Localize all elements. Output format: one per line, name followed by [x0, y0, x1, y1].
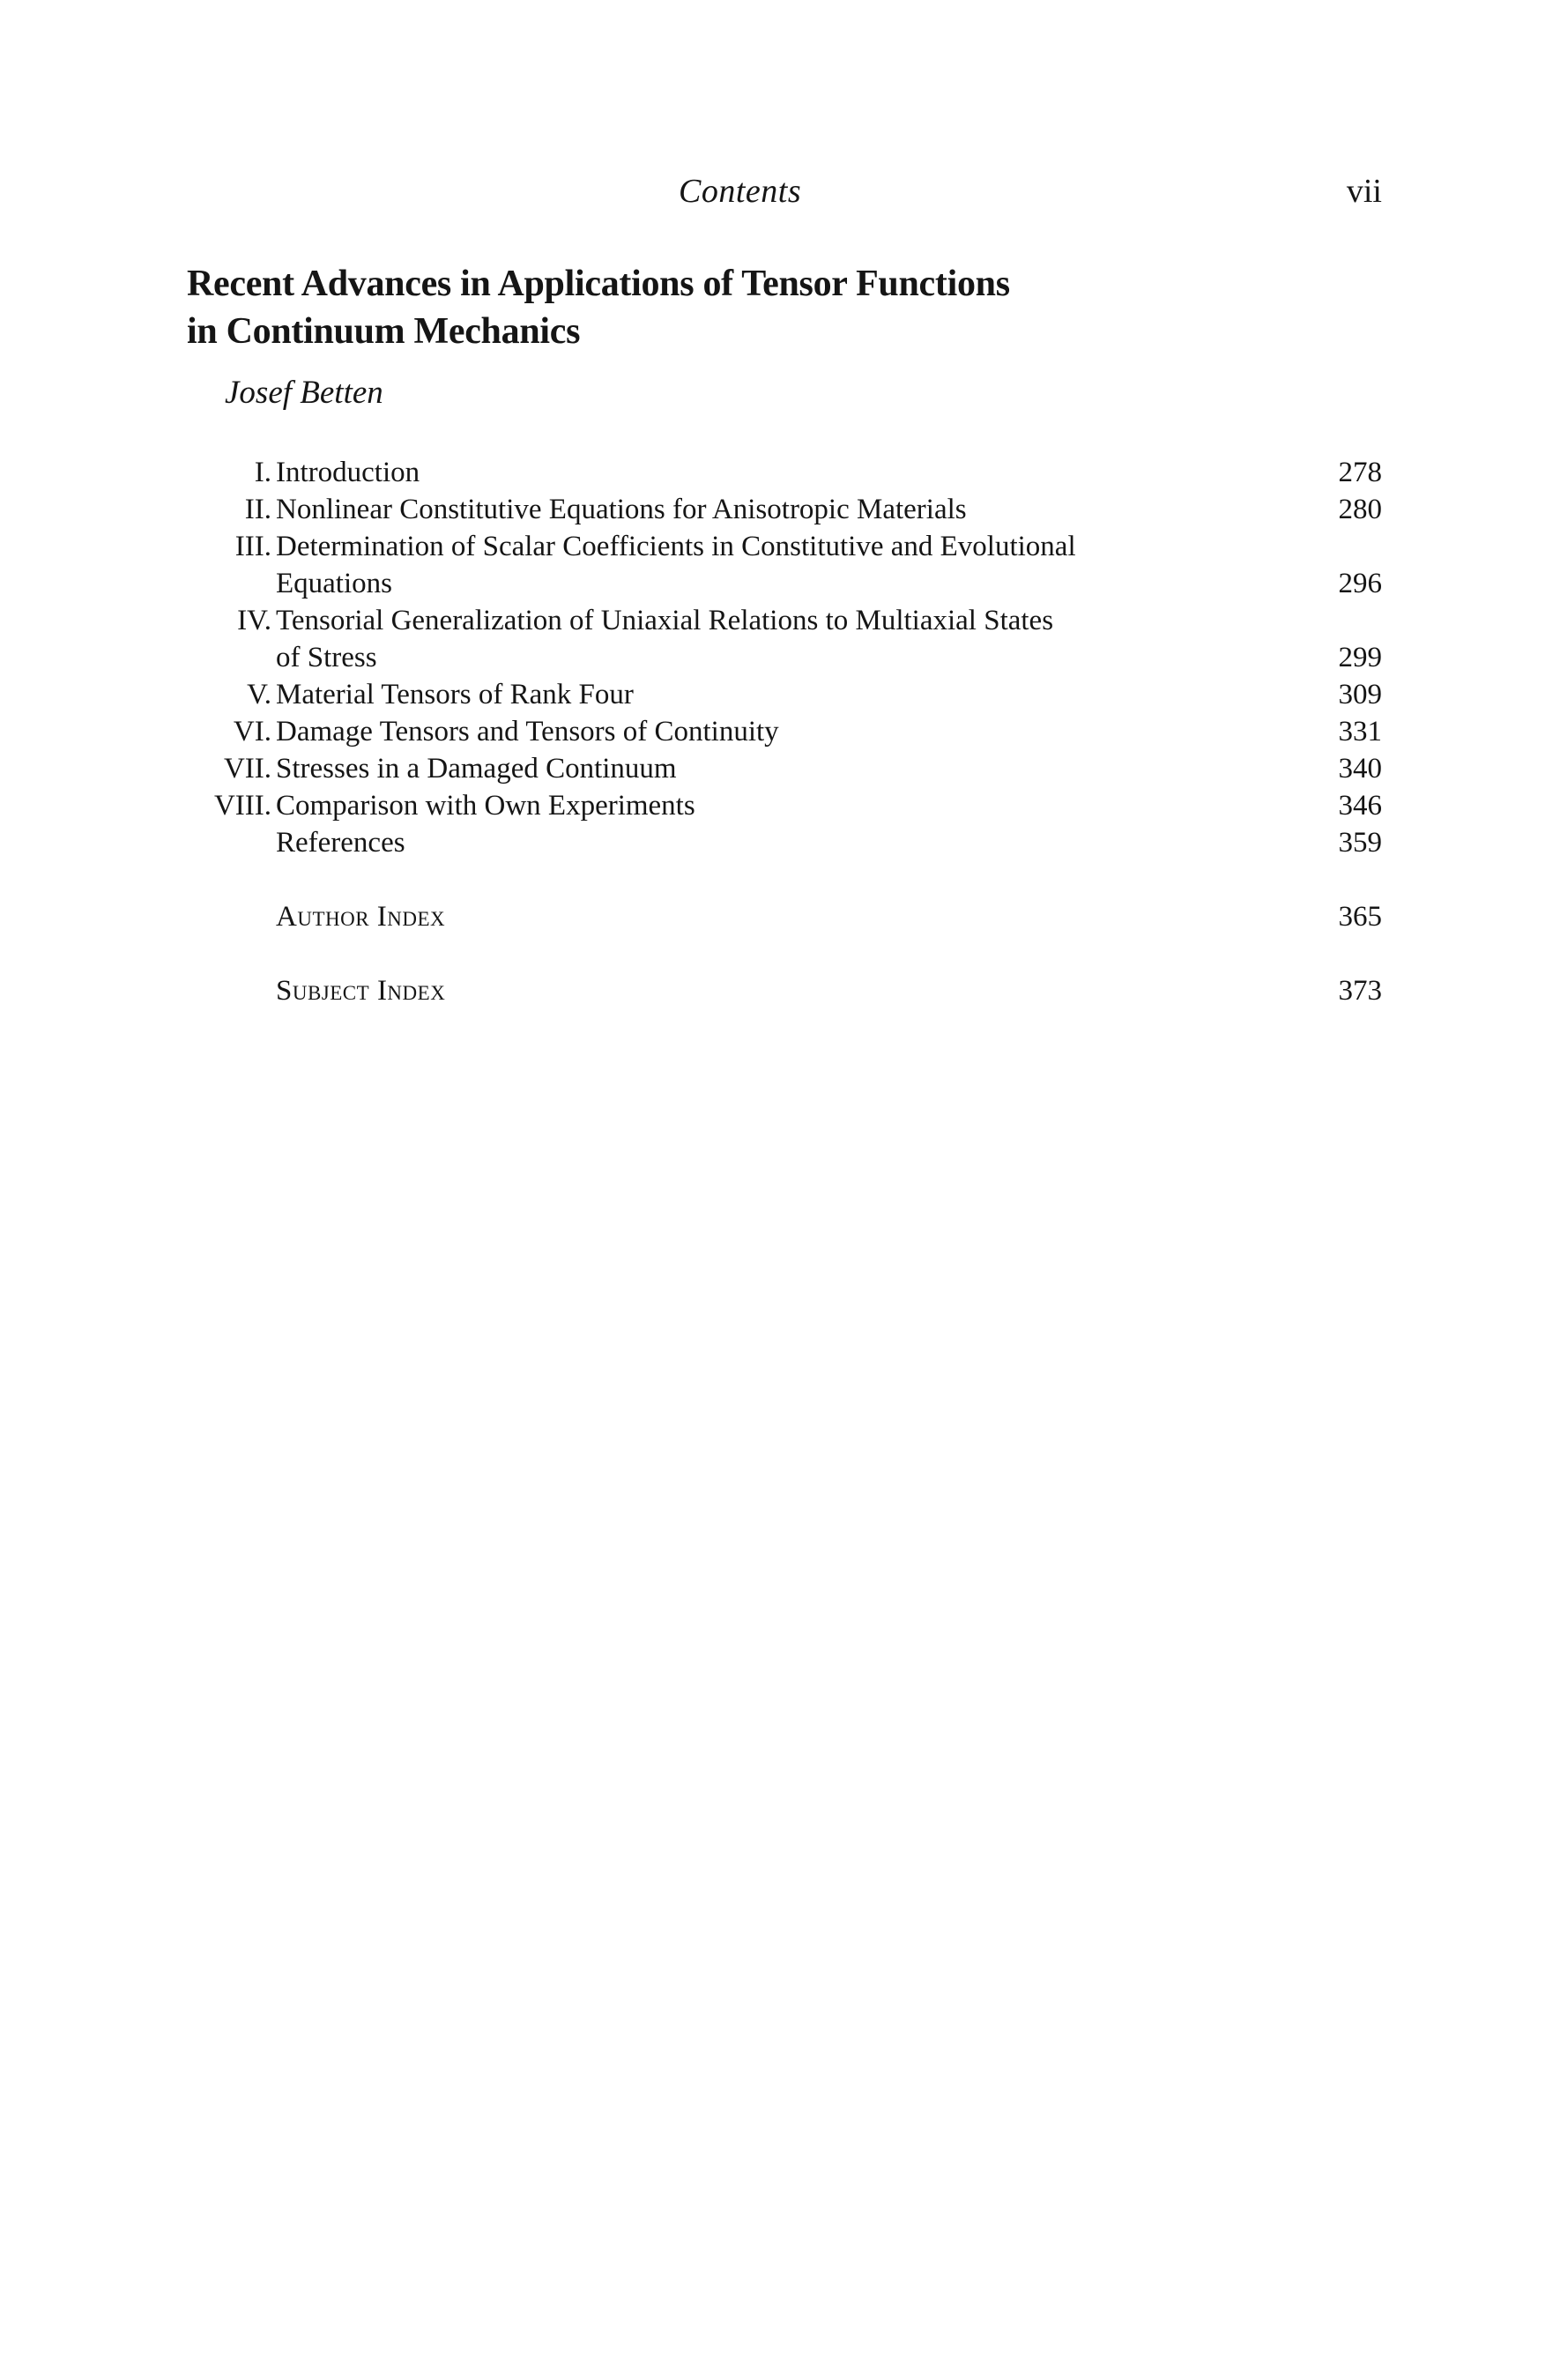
toc-entry-number: II. [244, 494, 271, 525]
toc-entry-number: VII. [223, 753, 271, 785]
index-page: 365 [1338, 901, 1382, 933]
toc-entry-page: 340 [1338, 753, 1382, 785]
toc-entry-nonlinear-constitutive-equations[interactable] [187, 491, 1382, 528]
toc-entry-title: Material Tensors of Rank Four [276, 679, 634, 710]
running-head [0, 172, 1560, 225]
toc-entry-page: 278 [1338, 457, 1382, 488]
toc-entry-material-tensors[interactable] [187, 676, 1382, 713]
toc-entry-title: Determination of Scalar Coefficients in Constitutive and Evolutional Equations [276, 531, 1076, 599]
table-of-contents [187, 454, 1382, 1009]
toc-entry-tensorial-generalization[interactable] [187, 602, 1382, 676]
toc-entry-number: IV. [237, 605, 271, 636]
toc-entry-number: V. [247, 679, 271, 710]
toc-entry-title: Damage Tensors and Tensors of Continuity [276, 716, 779, 747]
toc-entry-page: 280 [1338, 494, 1382, 525]
toc-entry-page: 309 [1338, 679, 1382, 710]
toc-entry-title: Nonlinear Constitutive Equations for Anisotropic Materials [276, 494, 967, 525]
index-page: 373 [1338, 975, 1382, 1007]
toc-entry-author-index[interactable] [187, 898, 1382, 935]
toc-entry-title: Comparison with Own Experiments [276, 790, 695, 822]
toc-entry-page: 296 [1338, 568, 1382, 599]
toc-entry-title: Stresses in a Damaged Continuum [276, 753, 677, 785]
toc-entry-number: VI. [233, 716, 271, 747]
toc-entry-page: 346 [1338, 790, 1382, 822]
toc-entry-subject-index[interactable] [187, 972, 1382, 1009]
toc-entry-page: 331 [1338, 716, 1382, 747]
page-number: vii [1346, 173, 1382, 210]
running-title: Contents [679, 173, 802, 210]
toc-entry-introduction[interactable] [187, 454, 1382, 491]
toc-entry-damage-tensors[interactable] [187, 713, 1382, 750]
chapter-heading [187, 260, 1385, 413]
toc-entry-references[interactable] [187, 824, 1382, 861]
toc-entry-title: Introduction [276, 457, 420, 488]
toc-entry-comparison-experiments[interactable] [187, 787, 1382, 824]
toc-entry-page: 359 [1338, 827, 1382, 859]
chapter-author: Josef Betten [225, 375, 383, 411]
toc-entry-number: III. [234, 531, 271, 562]
chapter-title [187, 260, 1385, 355]
toc-entry-title: Tensorial Generalization of Uniaxial Relations to Multiaxial States of Stress [276, 605, 1054, 673]
toc-entry-number: VIII. [213, 790, 271, 822]
toc-entry-stresses-damaged-continuum[interactable] [187, 750, 1382, 787]
toc-entry-page: 299 [1338, 642, 1382, 673]
index-label: Author Index [276, 901, 446, 933]
chapter-title-line-2: in Continuum Mechanics [187, 311, 581, 352]
index-label: Subject Index [276, 975, 446, 1007]
toc-entry-scalar-coefficients[interactable] [187, 528, 1382, 602]
toc-entry-number: I. [254, 457, 271, 488]
toc-entry-title: References [276, 827, 405, 859]
chapter-title-line-1: Recent Advances in Applications of Tensor Functions [187, 264, 1010, 304]
